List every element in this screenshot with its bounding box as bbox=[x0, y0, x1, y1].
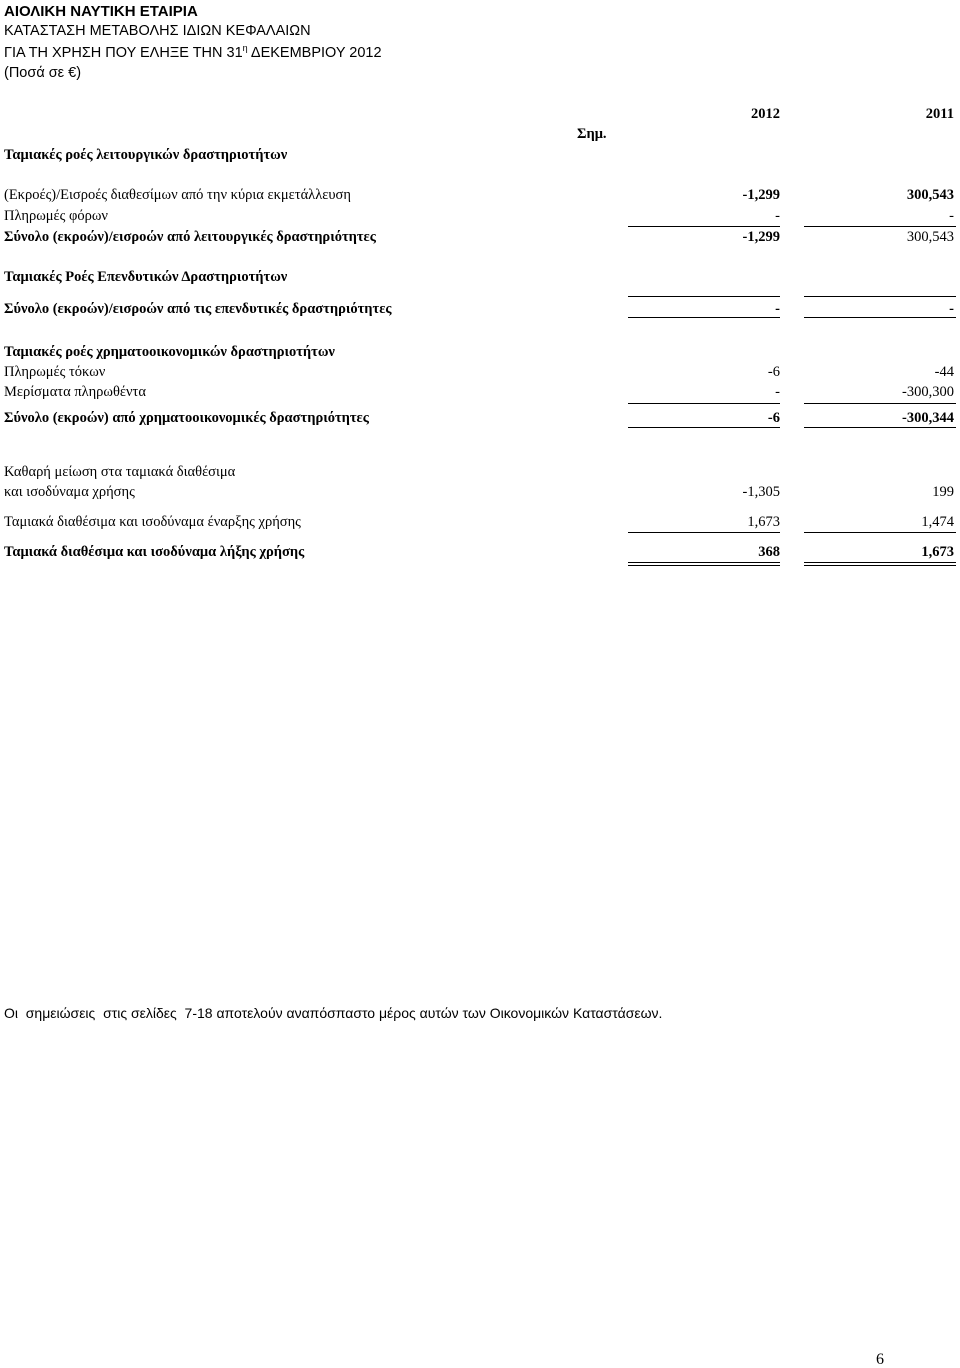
opening-balance-2012: 1,673 bbox=[747, 514, 780, 530]
subtotal-rule bbox=[804, 532, 956, 533]
closing-balance-2011: 1,673 bbox=[921, 544, 954, 560]
subtotal-rule bbox=[804, 403, 956, 404]
subtotal-rule bbox=[804, 317, 956, 318]
currency-note: (Ποσά σε €) bbox=[4, 65, 82, 81]
period-superscript: η bbox=[242, 43, 248, 53]
closing-balance-label: Ταμιακά διαθέσιμα και ισοδύναμα λήξης χρήσης bbox=[4, 544, 305, 560]
financing-row-label: Μερίσματα πληρωθέντα bbox=[4, 384, 146, 400]
operating-total-label: Σύνολο (εκροών)/εισροών από λειτουργικές δραστηριότητες bbox=[4, 229, 376, 245]
period-suffix: ΔΕΚΕΜΒΡΙΟΥ 2012 bbox=[247, 45, 382, 61]
opening-balance-label: Ταμιακά διαθέσιμα και ισοδύναμα έναρξης χρήσης bbox=[4, 514, 301, 530]
company-name: ΑΙΟΛΙΚΗ ΝΑΥΤΙΚΗ ΕΤΑΙΡΙΑ bbox=[4, 3, 198, 20]
subtotal-rule bbox=[628, 317, 780, 318]
financing-row-2012: - bbox=[775, 384, 780, 400]
operating-total-2012: -1,299 bbox=[742, 229, 780, 245]
subtotal-rule bbox=[628, 403, 780, 404]
net-change-label-line1: Καθαρή μείωση στα ταμιακά διαθέσιμα bbox=[4, 464, 236, 480]
subtotal-rule bbox=[628, 296, 780, 297]
subtotal-rule bbox=[804, 296, 956, 297]
subtotal-rule bbox=[628, 532, 780, 533]
subtotal-rule bbox=[804, 427, 956, 428]
operating-row-2012: - bbox=[775, 208, 780, 224]
investing-total-label: Σύνολο (εκροών)/εισροών από τις επενδυτικές δραστηριότητες bbox=[4, 301, 392, 317]
financing-total-label: Σύνολο (εκροών) από χρηματοοικονομικές δραστηριότητες bbox=[4, 410, 369, 426]
investing-total-2011: - bbox=[949, 301, 954, 317]
operating-row-2012: -1,299 bbox=[742, 187, 780, 203]
period-prefix: ΓΙΑ ΤΗ ΧΡΗΣΗ ΠΟΥ ΕΛΗΞΕ ΤΗΝ 31 bbox=[4, 45, 243, 61]
net-change-2012: -1,305 bbox=[742, 484, 780, 500]
operating-row-2011: - bbox=[949, 208, 954, 224]
subtotal-rule bbox=[804, 226, 956, 227]
column-header-2011: 2011 bbox=[925, 106, 954, 122]
investing-section-title: Ταμιακές Ροές Επενδυτικών Δραστηριοτήτων bbox=[4, 269, 288, 285]
statement-title: ΚΑΤΑΣΤΑΣΗ ΜΕΤΑΒΟΛΗΣ ΙΔΙΩΝ ΚΕΦΑΛΑΙΩΝ bbox=[4, 23, 311, 39]
financing-total-2012: -6 bbox=[767, 410, 780, 426]
column-header-2012: 2012 bbox=[751, 106, 780, 122]
statement-period bbox=[4, 44, 382, 61]
operating-total-2011: 300,543 bbox=[906, 229, 954, 245]
closing-balance-2012: 368 bbox=[758, 544, 780, 560]
subtotal-rule bbox=[628, 226, 780, 227]
financing-section-title: Ταμιακές ροές χρηματοοικονομικών δραστηριοτήτων bbox=[4, 344, 335, 360]
footer-note: Οι σημειώσεις στις σελίδες 7-18 αποτελούν αναπόσπαστο μέρος αυτών των Οικονομικών Καταστάσεων. bbox=[4, 1005, 663, 1021]
financing-row-2012: -6 bbox=[767, 364, 780, 380]
operating-row-label: Πληρωμές φόρων bbox=[4, 208, 108, 224]
net-change-label-line2: και ισοδύναμα χρήσης bbox=[4, 484, 135, 500]
operating-row-label: (Εκροές)/Εισροές διαθεσίμων από την κύρια εκμετάλλευση bbox=[4, 187, 351, 203]
operating-row-2011: 300,543 bbox=[906, 187, 954, 203]
financing-row-2011: -44 bbox=[934, 364, 954, 380]
page-number: 6 bbox=[876, 1351, 884, 1368]
financing-row-2011: -300,300 bbox=[902, 384, 954, 400]
double-rule-bottom bbox=[804, 565, 956, 566]
double-rule-top bbox=[804, 562, 956, 563]
opening-balance-2011: 1,474 bbox=[921, 514, 954, 530]
operating-section-title: Ταμιακές ροές λειτουργικών δραστηριοτήτων bbox=[4, 147, 288, 163]
net-change-2011: 199 bbox=[932, 484, 954, 500]
double-rule-bottom bbox=[628, 565, 780, 566]
financing-row-label: Πληρωμές τόκων bbox=[4, 364, 106, 380]
column-header-note: Σημ. bbox=[577, 126, 607, 142]
financing-total-2011: -300,344 bbox=[902, 410, 954, 426]
double-rule-top bbox=[628, 562, 780, 563]
subtotal-rule bbox=[628, 427, 780, 428]
investing-total-2012: - bbox=[775, 301, 780, 317]
